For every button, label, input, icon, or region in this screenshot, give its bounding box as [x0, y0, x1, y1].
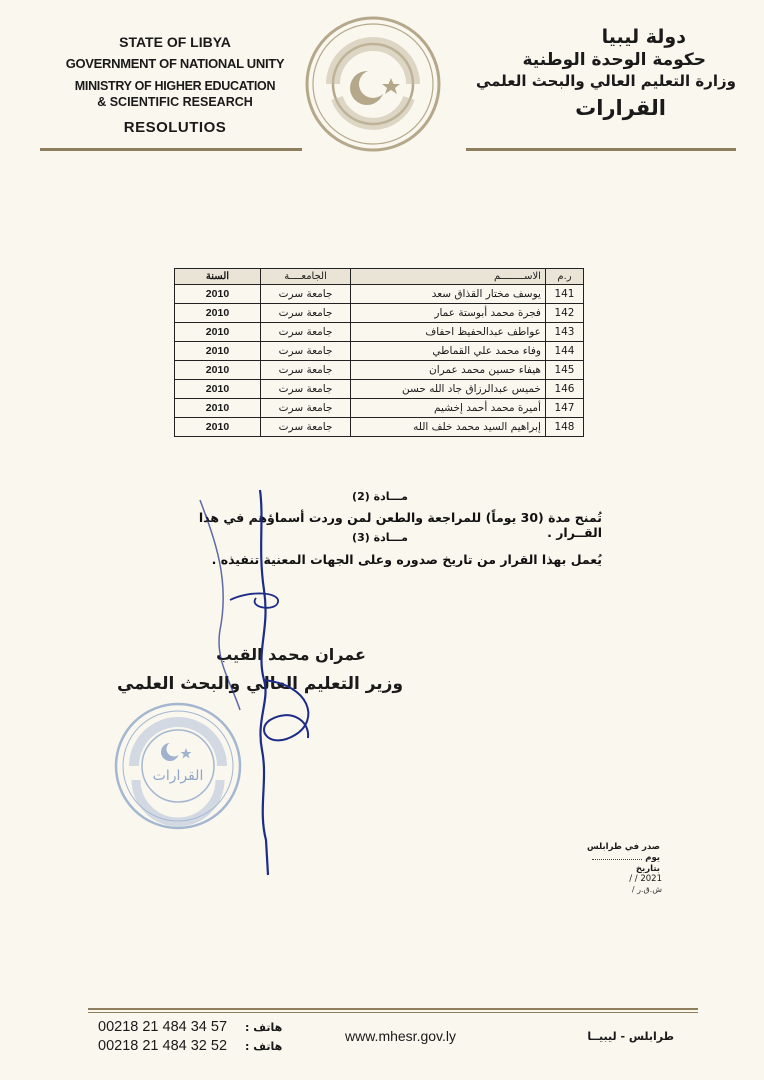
table-header-row	[175, 269, 584, 285]
table-row	[175, 361, 584, 380]
cell-name: يوسف مختار القذاق سعد	[351, 285, 546, 304]
cell-no: 142	[545, 304, 583, 323]
cell-no: 145	[545, 361, 583, 380]
phone-label-2: هاتف :	[245, 1040, 283, 1053]
ministry-line2-en: & SCIENTIFIC RESEARCH	[97, 95, 253, 109]
ministry-name-ar: وزارة التعليم العالي والبحث العلمي	[475, 72, 736, 90]
cell-year: 2010	[175, 418, 261, 437]
table-row	[175, 304, 584, 323]
cell-university: جامعة سرت	[260, 399, 350, 418]
cell-no: 144	[545, 342, 583, 361]
header-english	[40, 30, 310, 136]
cell-university: جامعة سرت	[260, 323, 350, 342]
footer-city: طرابلس - ليبيــا	[587, 1030, 674, 1043]
issued-day	[550, 853, 660, 864]
cell-university: جامعة سرت	[260, 361, 350, 380]
stamp-label: القرارات	[152, 768, 204, 784]
cell-university: جامعة سرت	[260, 285, 350, 304]
cell-year: 2010	[175, 380, 261, 399]
crescent-star-seal-icon	[303, 14, 443, 154]
header-divider-right	[466, 148, 736, 151]
article-2-text: تُمنح مدة (30 يوماً) للمراجعة والطعن لمن وردت أسماؤهم في هذا القــرار .	[198, 510, 602, 540]
phone-line-1	[98, 1018, 282, 1037]
signatory-title: وزير التعليم العالي والبحث العلمي	[116, 674, 404, 694]
header-year: السنة	[175, 269, 261, 285]
cell-year: 2010	[175, 342, 261, 361]
header-divider-left	[40, 148, 302, 151]
cell-university: جامعة سرت	[260, 418, 350, 437]
phone-number-1: 00218 21 484 34 57	[98, 1019, 228, 1035]
government-name-en: GOVERNMENT OF NATIONAL UNITY	[65, 56, 285, 71]
phone-number-2: 00218 21 484 32 52	[98, 1038, 228, 1054]
cell-year: 2010	[175, 323, 261, 342]
header-name: الاســــــــم	[351, 269, 546, 285]
reference-number: ش.ق.ر /	[631, 885, 662, 894]
cell-name: عواطف عبدالحفيظ احفاف	[351, 323, 546, 342]
cell-name: خميس عبدالرزاق جاد الله حسن	[351, 380, 546, 399]
cell-no: 143	[545, 323, 583, 342]
issued-date-value: 2021 / /	[629, 874, 662, 884]
article-3-heading: مـــادة (3)	[352, 531, 408, 544]
doc-type-ar: القرارات	[575, 96, 666, 120]
cell-no: 146	[545, 380, 583, 399]
cell-year: 2010	[175, 399, 261, 418]
graduates-table	[174, 268, 584, 437]
cell-year: 2010	[175, 361, 261, 380]
cell-name: هيفاء حسين محمد عمران	[351, 361, 546, 380]
issued-block	[550, 842, 660, 875]
table-row	[175, 285, 584, 304]
cell-no: 148	[545, 418, 583, 437]
state-name-ar: دولة ليبيا	[601, 26, 686, 48]
handwritten-signature	[160, 480, 360, 880]
header-university: الجامعــــة	[260, 269, 350, 285]
phone-line-2	[98, 1037, 282, 1056]
table-row	[175, 399, 584, 418]
cell-year: 2010	[175, 304, 261, 323]
cell-name: أميرة محمد أحمد إخشيم	[351, 399, 546, 418]
cell-year: 2010	[175, 285, 261, 304]
table-row	[175, 342, 584, 361]
cell-university: جامعة سرت	[260, 380, 350, 399]
cell-university: جامعة سرت	[260, 342, 350, 361]
footer-divider	[88, 1008, 698, 1010]
article-2-heading: مـــادة (2)	[352, 490, 408, 503]
cell-name: فجرة محمد أبوستة عمار	[351, 304, 546, 323]
cell-name: إبراهيم السيد محمد خلف الله	[351, 418, 546, 437]
table-row	[175, 418, 584, 437]
website-link[interactable]: www.mhesr.gov.ly	[345, 1028, 456, 1044]
issued-date-label: بتاريخ	[635, 864, 660, 874]
phone-label-1: هاتف :	[245, 1021, 283, 1034]
government-name-ar: حكومة الوحدة الوطنية	[522, 50, 706, 70]
cell-no: 141	[545, 285, 583, 304]
issued-day-label: يوم	[645, 853, 660, 863]
header-arabic	[436, 26, 736, 120]
footer-divider-thin	[88, 1012, 698, 1013]
state-name-en: STATE OF LIBYA	[119, 34, 231, 50]
cell-university: جامعة سرت	[260, 304, 350, 323]
table-row	[175, 380, 584, 399]
ministry-line1-en: MINISTRY OF HIGHER EDUCATION	[74, 79, 276, 93]
header-no: ر.م	[545, 269, 583, 285]
table-row	[175, 323, 584, 342]
footer-phones	[98, 1018, 282, 1056]
cell-no: 147	[545, 399, 583, 418]
article-3-text: يُعمل بهذا القرار من تاريخ صدوره وعلى الجهات المعنية تنفيذه .	[211, 552, 602, 567]
issued-place: صدر في طرابلس	[587, 842, 660, 852]
signatory-name: عمران محمد القيب	[216, 645, 366, 664]
cell-name: وفاء محمد علي القماطي	[351, 342, 546, 361]
doc-type-en: RESOLUTIOS	[123, 119, 227, 136]
